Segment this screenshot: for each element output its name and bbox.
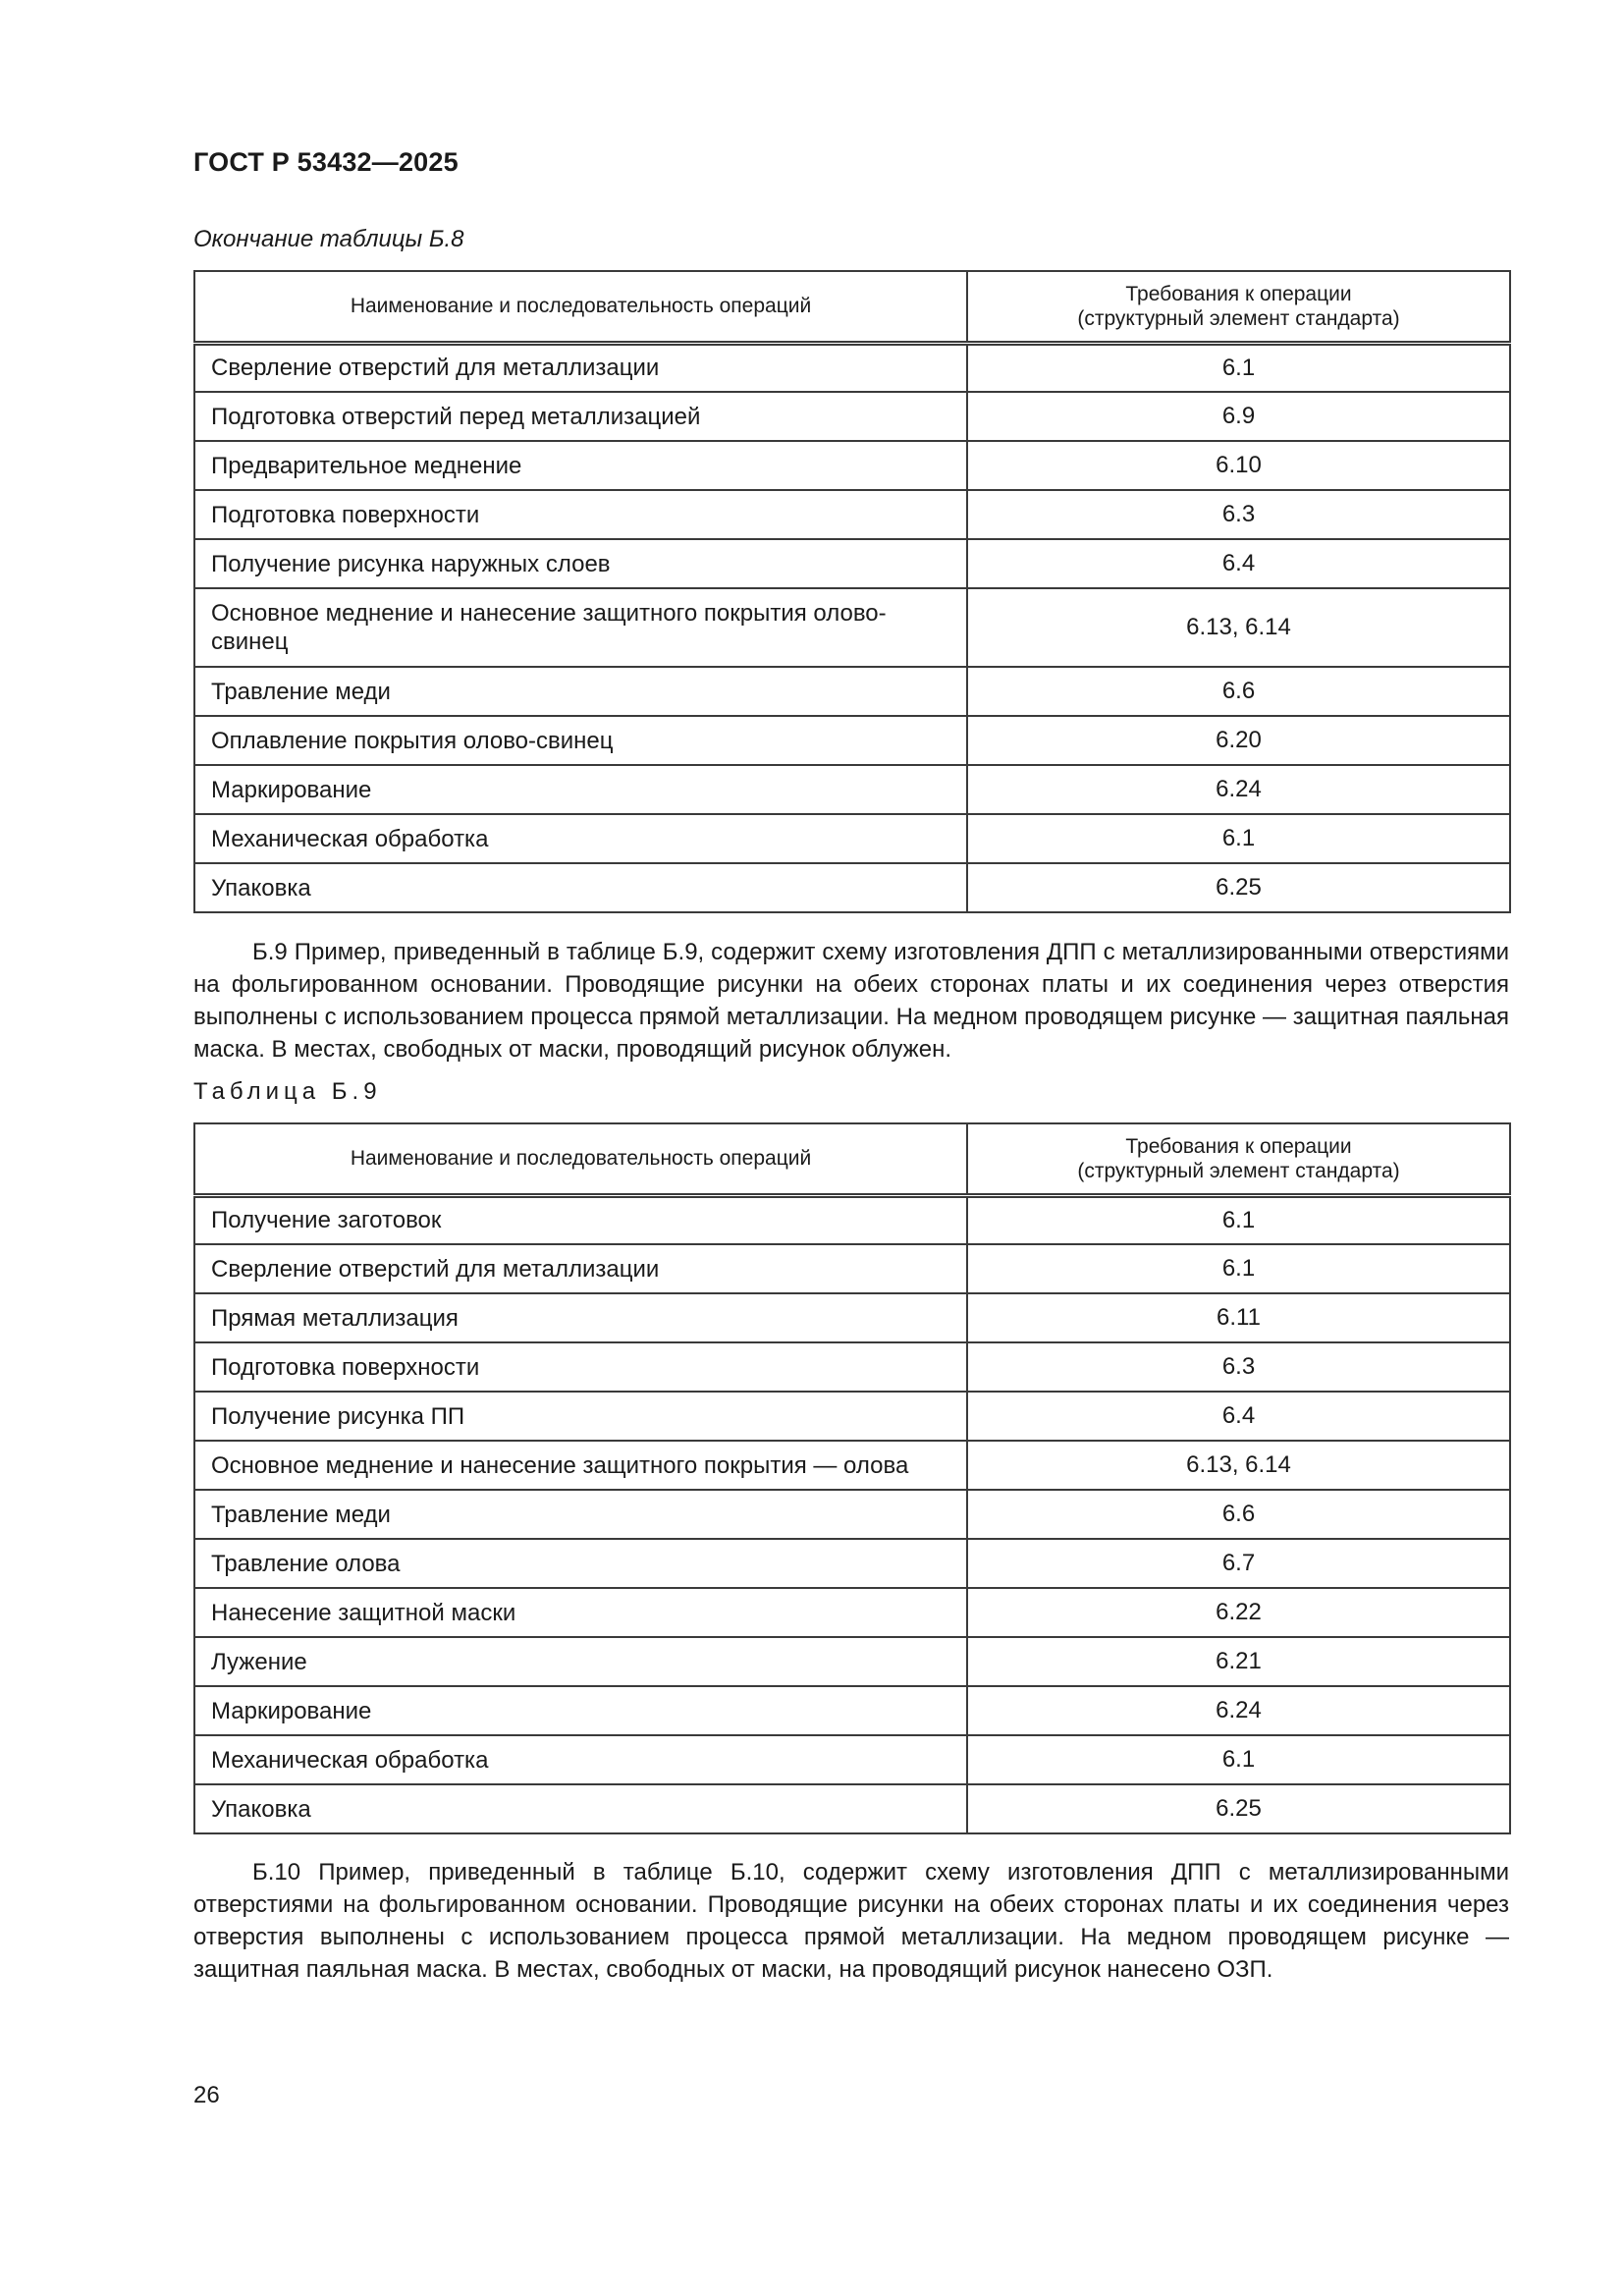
operation-requirement: 6.3 <box>967 1342 1510 1392</box>
operation-name: Механическая обработка <box>194 814 967 863</box>
operation-requirement: 6.22 <box>967 1588 1510 1637</box>
operation-name: Подготовка поверхности <box>194 1342 967 1392</box>
operation-requirement: 6.13, 6.14 <box>967 1441 1510 1490</box>
operation-name: Прямая металлизация <box>194 1293 967 1342</box>
page-number: 26 <box>193 2082 220 2108</box>
column-header-requirements-line2: (структурный элемент стандарта) <box>1077 306 1400 330</box>
operation-name: Подготовка отверстий перед металлизацией <box>194 392 967 441</box>
table-row <box>194 539 1510 588</box>
table-row <box>194 765 1510 814</box>
table-row <box>194 1342 1510 1392</box>
table-row <box>194 1244 1510 1293</box>
column-header-requirements-line1: Требования к операции <box>1125 1134 1352 1158</box>
table-row <box>194 1735 1510 1784</box>
table-b8 <box>193 270 1511 913</box>
operation-requirement: 6.9 <box>967 392 1510 441</box>
operation-requirement: 6.11 <box>967 1293 1510 1342</box>
operation-name: Сверление отверстий для металлизации <box>194 1244 967 1293</box>
operation-name: Нанесение защитной маски <box>194 1588 967 1637</box>
column-header-requirements <box>967 1123 1510 1195</box>
operation-requirement: 6.7 <box>967 1539 1510 1588</box>
operation-name: Маркирование <box>194 1686 967 1735</box>
operation-name: Травление олова <box>194 1539 967 1588</box>
operation-requirement: 6.10 <box>967 441 1510 490</box>
table-row <box>194 863 1510 912</box>
operation-requirement: 6.25 <box>967 1784 1510 1833</box>
paragraph-b10: Б.10 Пример, приведенный в таблице Б.10, содержит схему изготовления ДПП с металлизированными отверстиями на фольгированном основании. Проводящие рисунки на обеих сторонах платы и их соединения через отверстия выполнены с использованием процесса прямой металлизации. На медном проводящем рисунке — защитная паяльная маска. В местах, свободных от маски, на проводящий рисунок нанесено ОЗП. <box>193 1859 1509 1983</box>
table-row <box>194 1392 1510 1441</box>
paragraph-b9: Б.9 Пример, приведенный в таблице Б.9, содержит схему изготовления ДПП с металлизированными отверстиями на фольгированном основании. Проводящие рисунки на обеих сторонах платы и их соединения через отверстия выполнены с использованием процесса прямой металлизации. На медном проводящем рисунке — защитная паяльная маска. В местах, свободных от маски, проводящий рисунок облужен. <box>193 939 1509 1063</box>
column-header-requirements-line1: Требования к операции <box>1125 282 1352 305</box>
operation-requirement: 6.25 <box>967 863 1510 912</box>
operation-name: Предварительное меднение <box>194 441 967 490</box>
operation-requirement: 6.6 <box>967 1490 1510 1539</box>
table-row <box>194 1490 1510 1539</box>
column-header-requirements <box>967 271 1510 343</box>
operation-requirement: 6.6 <box>967 667 1510 716</box>
table-row <box>194 343 1510 392</box>
operation-name: Упаковка <box>194 863 967 912</box>
operation-requirement: 6.21 <box>967 1637 1510 1686</box>
table-row <box>194 588 1510 667</box>
operation-requirement: 6.20 <box>967 716 1510 765</box>
operation-requirement: 6.1 <box>967 1735 1510 1784</box>
table-b8-caption: Окончание таблицы Б.8 <box>193 226 464 252</box>
table-row <box>194 1637 1510 1686</box>
operation-requirement: 6.24 <box>967 765 1510 814</box>
table-b9 <box>193 1122 1511 1834</box>
operation-name: Травление меди <box>194 667 967 716</box>
table-row <box>194 1195 1510 1244</box>
table-row <box>194 1539 1510 1588</box>
operation-name: Оплавление покрытия олово-свинец <box>194 716 967 765</box>
operation-requirement: 6.24 <box>967 1686 1510 1735</box>
table-row <box>194 1588 1510 1637</box>
operation-name: Упаковка <box>194 1784 967 1833</box>
column-header-operation: Наименование и последовательность операций <box>194 1123 967 1195</box>
operation-name: Механическая обработка <box>194 1735 967 1784</box>
operation-requirement: 6.1 <box>967 814 1510 863</box>
table-header-row <box>194 271 1510 343</box>
operation-name: Маркирование <box>194 765 967 814</box>
table-row <box>194 814 1510 863</box>
operation-requirement: 6.13, 6.14 <box>967 588 1510 667</box>
document-id: ГОСТ Р 53432—2025 <box>193 147 459 177</box>
table-row <box>194 667 1510 716</box>
operation-name: Сверление отверстий для металлизации <box>194 343 967 392</box>
operation-requirement: 6.4 <box>967 1392 1510 1441</box>
operation-name: Получение рисунка наружных слоев <box>194 539 967 588</box>
table-row <box>194 1686 1510 1735</box>
operation-name: Подготовка поверхности <box>194 490 967 539</box>
operation-requirement: 6.3 <box>967 490 1510 539</box>
table-row <box>194 490 1510 539</box>
column-header-operation: Наименование и последовательность операций <box>194 271 967 343</box>
table-row <box>194 441 1510 490</box>
operation-requirement: 6.1 <box>967 343 1510 392</box>
operation-name: Травление меди <box>194 1490 967 1539</box>
table-row <box>194 1784 1510 1833</box>
operation-requirement: 6.1 <box>967 1244 1510 1293</box>
table-row <box>194 716 1510 765</box>
operation-name: Основное меднение и нанесение защитного покрытия олово-свинец <box>194 588 967 667</box>
operation-name: Основное меднение и нанесение защитного покрытия — олова <box>194 1441 967 1490</box>
table-row <box>194 1293 1510 1342</box>
operation-name: Получение рисунка ПП <box>194 1392 967 1441</box>
table-header-row <box>194 1123 1510 1195</box>
table-b9-caption: Таблица Б.9 <box>193 1078 382 1105</box>
operation-requirement: 6.1 <box>967 1195 1510 1244</box>
table-row <box>194 392 1510 441</box>
operation-name: Лужение <box>194 1637 967 1686</box>
table-row <box>194 1441 1510 1490</box>
operation-requirement: 6.4 <box>967 539 1510 588</box>
operation-name: Получение заготовок <box>194 1195 967 1244</box>
column-header-requirements-line2: (структурный элемент стандарта) <box>1077 1159 1400 1182</box>
